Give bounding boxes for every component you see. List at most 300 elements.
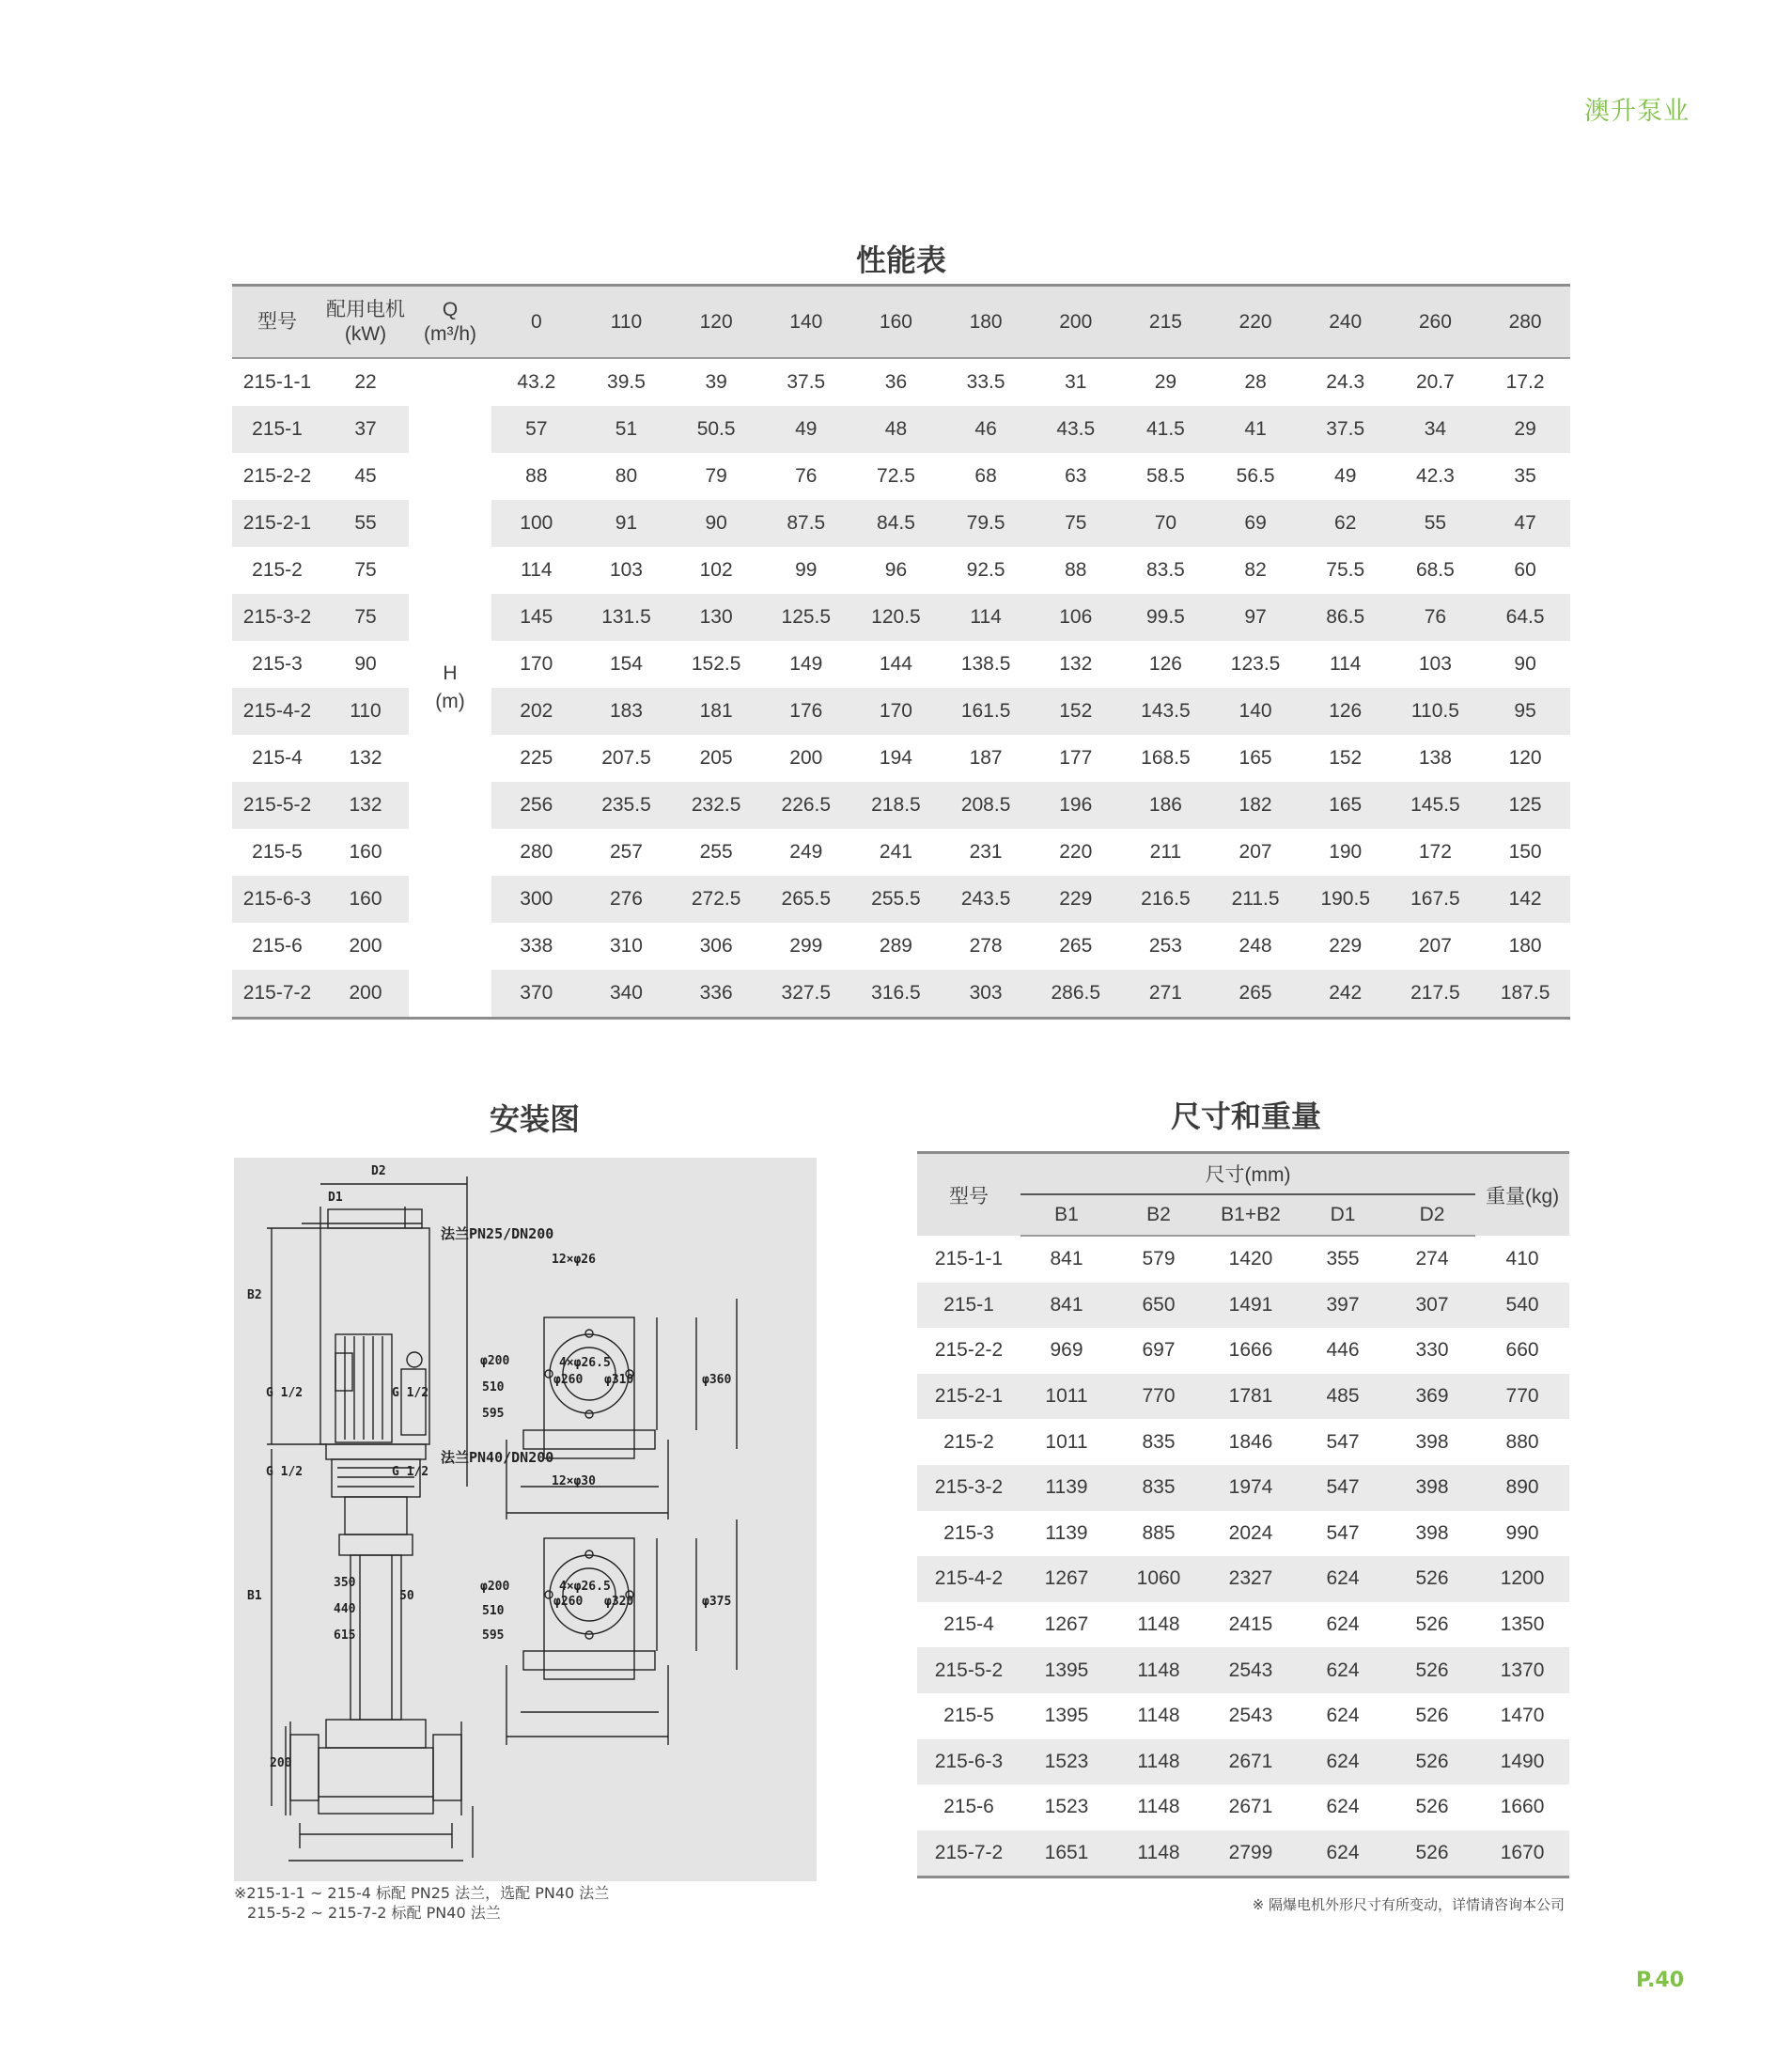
dim-subheader: B1 (1020, 1194, 1113, 1236)
dim-cell-weight: 410 (1505, 1247, 1539, 1270)
cell-head-value: 306 (699, 935, 733, 957)
dim-cell-b2: 1148 (1137, 1705, 1180, 1727)
dim-cell-weight: 1370 (1475, 1647, 1569, 1693)
cell-head-value: 49 (1334, 465, 1357, 487)
flange1-510: 510 (482, 1380, 505, 1394)
cell-head-value: 100 (491, 500, 582, 547)
dim-cell-b1b2: 1666 (1228, 1339, 1273, 1362)
dim-cell-b1b2: 2415 (1228, 1613, 1273, 1636)
table-row (917, 1511, 1569, 1557)
flange1-title: 法兰PN25/DN200 (441, 1225, 554, 1242)
cell-head-value: 181 (671, 688, 761, 735)
cell-motor: 200 (322, 970, 409, 1019)
cell-head-value: 248 (1239, 935, 1272, 957)
dim-cell-b1: 1523 (1044, 1796, 1089, 1818)
cell-motor: 132 (349, 747, 382, 769)
flange2-d320: φ320 (604, 1595, 634, 1609)
cell-head-value: 249 (789, 841, 823, 863)
table-row (232, 358, 1570, 406)
dim-cell-model: 215-4 (943, 1613, 994, 1636)
cell-model: 215-1-1 (242, 371, 312, 393)
dim-cell-weight: 770 (1475, 1374, 1569, 1420)
flange2-510: 510 (482, 1604, 505, 1618)
cell-head-value: 165 (1301, 782, 1391, 829)
performance-header-row (232, 286, 1570, 359)
flange1-d310: φ310 (604, 1373, 634, 1387)
cell-head-value: 182 (1210, 782, 1301, 829)
flange1-d360: φ360 (702, 1373, 732, 1387)
cell-head-value: 56.5 (1236, 465, 1275, 487)
cell-head-value: 183 (582, 688, 672, 735)
cell-head-value: 126 (1301, 688, 1391, 735)
header-flow: 0 (491, 286, 582, 359)
dim-cell-b1b2: 2799 (1205, 1831, 1297, 1877)
header-motor-line2: (kW) (344, 322, 387, 345)
cell-head-value: 299 (789, 935, 823, 957)
dim-cell-weight: 1350 (1500, 1613, 1545, 1636)
dim-cell-b1b2: 2671 (1228, 1796, 1273, 1818)
cell-head-value: 327.5 (761, 970, 851, 1019)
cell-head-value: 43.5 (1031, 406, 1121, 453)
dim-cell-b1: 1523 (1020, 1739, 1113, 1785)
cell-head-value: 79 (705, 465, 727, 487)
cell-head-value: 231 (969, 841, 1003, 863)
dimensions-header-row-1 (917, 1153, 1569, 1195)
dim-cell-d2: 526 (1415, 1796, 1449, 1818)
flange2-title: 法兰PN40/DN200 (441, 1449, 554, 1466)
cell-motor: 110 (322, 688, 409, 735)
dim-cell-weight: 1670 (1475, 1831, 1569, 1877)
table-row (917, 1739, 1569, 1785)
cell-model: 215-4-2 (232, 688, 322, 735)
flange1-d260: φ260 (553, 1373, 584, 1387)
dim-cell-b1: 969 (1050, 1339, 1083, 1362)
flange2-4x: 4×φ26.5 (559, 1580, 611, 1594)
cell-head-value: 186 (1121, 782, 1211, 829)
flange2-d375: φ375 (702, 1595, 732, 1609)
header-motor (322, 286, 409, 359)
dim-cell-model: 215-3-2 (917, 1465, 1020, 1511)
cell-head-value: 187 (969, 747, 1003, 769)
header-flow: 260 (1391, 286, 1481, 359)
cell-head-value: 241 (879, 841, 912, 863)
cell-head-value: 68.5 (1415, 559, 1455, 581)
dim-cell-b1b2: 1974 (1205, 1465, 1297, 1511)
cell-head-value: 29 (1154, 371, 1177, 393)
cell-head-value: 29 (1480, 406, 1570, 453)
dim-cell-b1: 841 (1050, 1248, 1083, 1270)
performance-body (232, 358, 1570, 1019)
dim-cell-d1: 624 (1326, 1613, 1360, 1636)
cell-head-value: 207.5 (601, 747, 651, 769)
dim-cell-d1: 547 (1326, 1430, 1360, 1453)
flange-note-2: 215-5-2 ~ 215-7-2 标配 PN40 法兰 (247, 1904, 501, 1922)
dim-cell-model: 215-2-1 (917, 1374, 1020, 1420)
dim-cell-d1: 624 (1297, 1739, 1389, 1785)
table-row (917, 1556, 1569, 1602)
dim-cell-b2: 835 (1113, 1465, 1205, 1511)
cell-head-value: 276 (582, 876, 672, 923)
cell-head-value: 167.5 (1391, 876, 1481, 923)
table-row (917, 1602, 1569, 1648)
header-flow: 240 (1301, 286, 1391, 359)
label-g4: G 1/2 (392, 1465, 429, 1479)
cell-head-value: 83.5 (1145, 559, 1185, 581)
cell-head-value: 37.5 (1301, 406, 1391, 453)
dim-cell-d2: 398 (1415, 1430, 1449, 1453)
header-flow: 140 (761, 286, 851, 359)
cell-head-value: 114 (1329, 653, 1362, 675)
dim-cell-d1: 446 (1326, 1339, 1360, 1362)
cell-head-value: 149 (789, 653, 823, 675)
dim-cell-b1: 1267 (1020, 1556, 1113, 1602)
cell-head-value: 190 (1329, 841, 1363, 863)
cell-head-value: 126 (1148, 653, 1182, 675)
cell-model: 215-4 (252, 747, 303, 769)
header-q-line1: Q (442, 298, 459, 320)
cell-head-value: 88 (525, 465, 548, 487)
cell-head-value: 99 (795, 559, 818, 581)
cell-head-value: 138 (1418, 747, 1452, 769)
dimensions-table (917, 1151, 1569, 1878)
cell-head-value: 24.3 (1326, 371, 1365, 393)
dim-cell-weight: 1200 (1475, 1556, 1569, 1602)
cell-motor: 132 (322, 782, 409, 829)
dim-cell-b1: 841 (1020, 1283, 1113, 1329)
dim-cell-weight: 660 (1505, 1339, 1539, 1362)
cell-head-value: 370 (491, 970, 582, 1019)
dim-cell-b1b2: 1420 (1228, 1248, 1273, 1270)
cell-head-value: 180 (1508, 935, 1542, 957)
cell-head-value: 144 (879, 653, 912, 675)
label-g2: G 1/2 (392, 1386, 429, 1400)
label-b2: B2 (247, 1288, 262, 1302)
dim-cell-model: 215-4-2 (917, 1556, 1020, 1602)
header-q-line2: (m³/h) (424, 322, 476, 345)
dim-cell-weight: 540 (1475, 1283, 1569, 1329)
cell-head-value: 114 (521, 559, 553, 581)
dimensions-title: 尺寸和重量 (1170, 1098, 1321, 1134)
dim-cell-d1: 547 (1297, 1465, 1389, 1511)
cell-head-value: 95 (1480, 688, 1570, 735)
cell-head-value: 88 (1065, 559, 1087, 581)
cell-head-value: 140 (1210, 688, 1301, 735)
cell-head-value: 211.5 (1210, 876, 1301, 923)
dim-cell-weight: 890 (1475, 1465, 1569, 1511)
dim-subheader: D1 (1297, 1194, 1389, 1236)
cell-head-value: 257 (609, 841, 643, 863)
cell-head-value: 177 (1059, 747, 1093, 769)
cell-head-value: 36 (884, 371, 908, 393)
cell-motor: 200 (349, 935, 382, 957)
cell-motor: 160 (349, 841, 382, 863)
cell-model: 215-5-2 (232, 782, 322, 829)
dim-cell-d1: 624 (1297, 1647, 1389, 1693)
table-row (917, 1693, 1569, 1739)
cell-motor: 75 (322, 594, 409, 641)
cell-motor: 45 (354, 465, 377, 487)
dim-cell-b2: 1148 (1137, 1796, 1180, 1818)
cell-head-value: 57 (491, 406, 582, 453)
cell-head-value: 86.5 (1301, 594, 1391, 641)
cell-head-value: 92.5 (966, 559, 1005, 581)
cell-head-value: 271 (1121, 970, 1211, 1019)
h-label-line1: H (443, 662, 458, 684)
cell-head-value: 205 (699, 747, 733, 769)
table-row (917, 1465, 1569, 1511)
cell-head-value: 97 (1210, 594, 1301, 641)
dim-cell-d2: 526 (1389, 1647, 1475, 1693)
dim-cell-b2: 835 (1142, 1430, 1176, 1453)
dimensions-table-wrap (917, 1151, 1569, 1878)
label-b1: B1 (247, 1589, 262, 1603)
dim-cell-model: 215-6-3 (917, 1739, 1020, 1785)
dim-cell-d2: 369 (1389, 1374, 1475, 1420)
cell-head-value: 165 (1239, 747, 1272, 769)
performance-title: 性能表 (855, 242, 946, 278)
cell-head-value: 70 (1121, 500, 1211, 547)
cell-head-value: 31 (1065, 371, 1087, 393)
cell-head-value: 280 (520, 841, 553, 863)
cell-head-value: 49 (761, 406, 851, 453)
cell-head-value: 99.5 (1121, 594, 1211, 641)
cell-head-value: 235.5 (582, 782, 672, 829)
cell-head-value: 152.5 (691, 653, 741, 675)
dim-cell-b2: 1148 (1137, 1613, 1180, 1636)
dim-cell-d2: 526 (1389, 1831, 1475, 1877)
cell-head-value: 278 (969, 935, 1003, 957)
flange2-d200: φ200 (480, 1580, 510, 1594)
dim-cell-d1: 624 (1326, 1796, 1360, 1818)
table-row (917, 1328, 1569, 1374)
cell-head-value: 69 (1210, 500, 1301, 547)
cell-head-value: 138.5 (960, 653, 1011, 675)
dim-cell-d1: 624 (1326, 1705, 1360, 1727)
flange1-d200: φ200 (480, 1354, 510, 1368)
cell-head-value: 152 (1031, 688, 1121, 735)
dim-cell-model: 215-5 (943, 1705, 994, 1727)
dim-cell-d2: 398 (1415, 1521, 1449, 1544)
cell-head-value: 190.5 (1301, 876, 1391, 923)
cell-head-value: 202 (491, 688, 582, 735)
flange-note-1: ※215-1-1 ~ 215-4 标配 PN25 法兰，选配 PN40 法兰 (234, 1884, 610, 1902)
cell-head-value: 152 (1329, 747, 1363, 769)
cell-model: 215-6 (252, 935, 303, 957)
cell-head-value: 226.5 (761, 782, 851, 829)
cell-head-value: 256 (491, 782, 582, 829)
cell-head-value: 272.5 (671, 876, 761, 923)
cell-head-value: 120 (1508, 747, 1542, 769)
dim-cell-model: 215-2 (943, 1430, 994, 1453)
dim-header-model: 型号 (917, 1153, 1020, 1237)
cell-head-value: 87.5 (761, 500, 851, 547)
cell-model: 215-2 (252, 559, 303, 581)
dim-cell-b2: 579 (1142, 1248, 1176, 1270)
cell-head-value: 41.5 (1121, 406, 1211, 453)
cell-head-value: 33.5 (966, 371, 1005, 393)
cell-head-value: 125.5 (761, 594, 851, 641)
cell-head-value: 42.3 (1415, 465, 1455, 487)
cell-head-value: 58.5 (1145, 465, 1185, 487)
cell-model: 215-1 (232, 406, 322, 453)
cell-head-value: 114 (941, 594, 1031, 641)
cell-head-value: 39.5 (607, 371, 646, 393)
dim-cell-d1: 485 (1297, 1374, 1389, 1420)
label-615: 615 (334, 1628, 356, 1643)
cell-head-value: 338 (520, 935, 553, 957)
cell-motor: 22 (354, 371, 377, 393)
cell-head-value: 255 (699, 841, 733, 863)
cell-head-value: 265 (1059, 935, 1093, 957)
cell-head-value: 336 (671, 970, 761, 1019)
dim-cell-b1: 1011 (1020, 1374, 1113, 1420)
cell-head-value: 286.5 (1031, 970, 1121, 1019)
dim-subheader: B2 (1113, 1194, 1205, 1236)
cell-head-value: 232.5 (671, 782, 761, 829)
dim-cell-weight: 990 (1505, 1521, 1539, 1544)
dim-cell-b1: 1011 (1045, 1430, 1088, 1453)
label-g3: G 1/2 (266, 1465, 304, 1479)
dim-cell-d2: 274 (1415, 1248, 1449, 1270)
dim-cell-d2: 330 (1415, 1339, 1449, 1362)
cell-head-value: 62 (1301, 500, 1391, 547)
cell-motor: 160 (322, 876, 409, 923)
label-d1: D1 (328, 1191, 343, 1205)
dimensions-note: ※ 隔爆电机外形尺寸有所变动，详情请咨询本公司 (1252, 1896, 1565, 1913)
cell-head-value: 91 (582, 500, 672, 547)
cell-head-value: 200 (789, 747, 823, 769)
cell-head-value: 145 (491, 594, 582, 641)
dim-cell-d1: 624 (1297, 1556, 1389, 1602)
table-row (917, 1374, 1569, 1420)
cell-head-value: 340 (582, 970, 672, 1019)
dim-cell-d2: 526 (1389, 1556, 1475, 1602)
installation-diagram (234, 1158, 817, 1881)
dim-cell-b1b2: 2671 (1205, 1739, 1297, 1785)
dim-cell-b1b2: 1491 (1205, 1283, 1297, 1329)
header-flow: 215 (1121, 286, 1211, 359)
label-440: 440 (334, 1602, 356, 1616)
cell-head-value: 50.5 (671, 406, 761, 453)
dim-cell-d2: 307 (1389, 1283, 1475, 1329)
cell-head-value: 80 (615, 465, 638, 487)
flange1-holes: 12×φ26 (552, 1253, 596, 1267)
header-flow: 280 (1480, 286, 1570, 359)
cell-head-value: 217.5 (1391, 970, 1481, 1019)
cell-head-value: 194 (879, 747, 912, 769)
cell-head-value: 90 (1514, 653, 1536, 675)
cell-model: 215-6-3 (232, 876, 322, 923)
cell-head-value: 168.5 (1141, 747, 1191, 769)
performance-table (232, 284, 1570, 1020)
cell-head-value: 130 (671, 594, 761, 641)
cell-head-value: 289 (879, 935, 912, 957)
flange1-4x: 4×φ26.5 (559, 1356, 611, 1370)
cell-head-value: 51 (582, 406, 672, 453)
cell-head-value: 265.5 (761, 876, 851, 923)
cell-model: 215-2-1 (232, 500, 322, 547)
cell-head-value: 229 (1329, 935, 1363, 957)
cell-model: 215-7-2 (232, 970, 322, 1019)
cell-head-value: 64.5 (1480, 594, 1570, 641)
dim-cell-weight: 1660 (1500, 1796, 1545, 1818)
dim-cell-model: 215-1 (917, 1283, 1020, 1329)
cell-model: 215-5 (252, 841, 303, 863)
header-flow: 120 (671, 286, 761, 359)
dim-cell-b1b2: 2543 (1205, 1647, 1297, 1693)
dim-cell-d2: 398 (1389, 1465, 1475, 1511)
cell-head-value: 39 (705, 371, 727, 393)
dim-cell-b2: 697 (1142, 1339, 1176, 1362)
cell-head-value: 150 (1508, 841, 1542, 863)
flange1-595: 595 (482, 1407, 505, 1421)
dim-cell-b1b2: 2024 (1228, 1521, 1273, 1544)
table-row (917, 1647, 1569, 1693)
cell-head-value: 255.5 (851, 876, 942, 923)
cell-head-value: 207 (1418, 935, 1452, 957)
cell-head-value: 20.7 (1415, 371, 1455, 393)
dim-cell-d2: 526 (1415, 1705, 1449, 1727)
dim-cell-b1: 1267 (1044, 1613, 1089, 1636)
cell-head-value: 75.5 (1326, 559, 1365, 581)
cell-head-value: 35 (1514, 465, 1536, 487)
dim-cell-weight: 1490 (1475, 1739, 1569, 1785)
cell-head-value: 28 (1244, 371, 1267, 393)
page-number: P.40 (1635, 1969, 1684, 1992)
cell-head-value: 172 (1418, 841, 1452, 863)
installation-drawing (234, 1158, 817, 1881)
cell-head-value: 43.2 (517, 371, 556, 393)
cell-head-value: 207 (1239, 841, 1272, 863)
cell-head-value: 120.5 (851, 594, 942, 641)
dim-cell-d1: 397 (1297, 1283, 1389, 1329)
cell-head-value: 17.2 (1505, 371, 1545, 393)
cell-head-value: 84.5 (851, 500, 942, 547)
cell-head-value: 103 (1418, 653, 1452, 675)
cell-head-value: 46 (941, 406, 1031, 453)
h-label-line2: (m) (435, 691, 465, 712)
cell-head-value: 218.5 (851, 782, 942, 829)
header-flow: 160 (851, 286, 942, 359)
cell-head-value: 220 (1059, 841, 1093, 863)
cell-head-value: 37.5 (787, 371, 826, 393)
cell-head-value: 41 (1210, 406, 1301, 453)
label-200: 200 (270, 1756, 292, 1770)
cell-model: 215-3 (252, 653, 303, 675)
cell-head-value: 142 (1480, 876, 1570, 923)
dim-cell-model: 215-2-2 (934, 1339, 1004, 1362)
install-title: 安装图 (489, 1101, 580, 1137)
dimensions-body (917, 1236, 1569, 1877)
cell-head-value: 63 (1065, 465, 1087, 487)
table-row (917, 1283, 1569, 1329)
dim-cell-b1: 1139 (1020, 1465, 1113, 1511)
cell-head-value: 34 (1391, 406, 1481, 453)
cell-model: 215-3-2 (232, 594, 322, 641)
dim-cell-d2: 526 (1389, 1739, 1475, 1785)
cell-head-value: 211 (1149, 841, 1182, 863)
cell-head-value: 265 (1210, 970, 1301, 1019)
dim-cell-d1: 624 (1297, 1831, 1389, 1877)
cell-head-value: 72.5 (877, 465, 915, 487)
cell-head-value: 48 (851, 406, 942, 453)
cell-head-value: 243.5 (941, 876, 1031, 923)
cell-head-value: 125 (1480, 782, 1570, 829)
cell-head-value: 300 (491, 876, 582, 923)
dim-cell-model: 215-6 (943, 1796, 994, 1818)
cell-head-value: 216.5 (1121, 876, 1211, 923)
dim-cell-d1: 355 (1326, 1248, 1360, 1270)
